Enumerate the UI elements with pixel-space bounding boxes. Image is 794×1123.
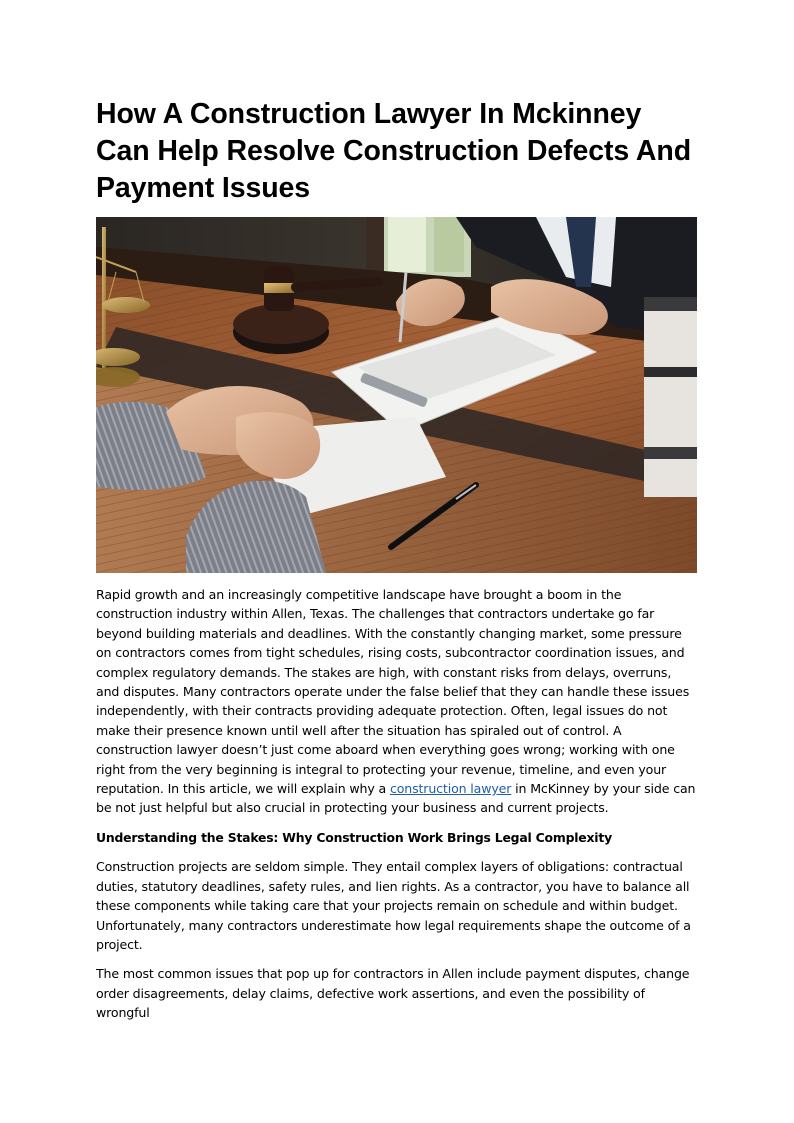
- common-issues-paragraph: The most common issues that pop up for contractors in Allen include payment disputes, change order disagreements, delay claims, defective work assertions, and even the possibility of wrongful: [96, 966, 690, 1021]
- intro-text-end: in McKinney by your side can be not just helpful but also crucial in protecting your business and current projects.: [96, 781, 696, 816]
- hero-image: [96, 217, 697, 573]
- stakes-paragraph: Construction projects are seldom simple. They entail complex layers of obligations: contractual duties, statutory deadlines, safety rules, and lien rights. As a contractor, you have to balance all these components while taking care that your projects remain on schedule and within budget. Unfortunately, many contractors underestimate how legal requirements shape the outcome of a project.: [96, 859, 691, 952]
- article-title: How A Construction Lawyer In Mckinney Can Help Resolve Construction Defects And Payment Issues: [96, 98, 692, 204]
- intro-text-start: Rapid growth and an increasingly competitive landscape have brought a boom in the construction industry within Allen, Texas. The challenges that contractors undertake go far beyond building materials and deadlines. With the constantly changing market, some pressure on contractors comes from tight schedules, rising costs, subcontractor coordination issues, and complex regulatory demands. The stakes are high, with constant risks from delays, overruns, and disputes. Many contractors operate under the false belief that they can handle these issues independently, with their contracts providing adequate protection. Often, legal issues do not make their presence known until well after the situation has spiraled out of control. A construction lawyer doesn’t just come aboard when everything goes wrong; working with one right from the very beginning is integral to protecting your revenue, timeline, and even your reputation. In this article, we will explain why a: [96, 587, 690, 797]
- section-subheading: Understanding the Stakes: Why Construction Work Brings Legal Complexity: [96, 829, 612, 845]
- article: [96, 0, 698, 1023]
- intro-paragraph: [96, 585, 698, 818]
- construction-lawyer-link[interactable]: construction lawyer: [389, 781, 512, 797]
